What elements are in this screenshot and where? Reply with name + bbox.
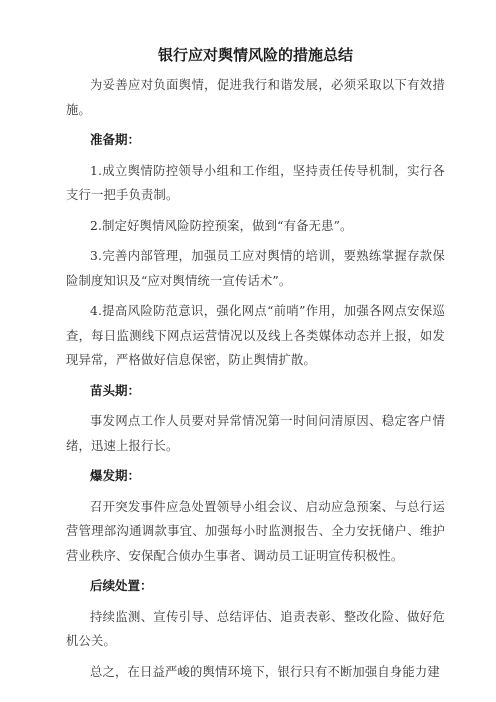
body-paragraph: 1.成立舆情防控领导小组和工作组，坚持责任传导机制，实行各支行一把手负责制。 (66, 163, 445, 202)
section-outbreak (66, 464, 445, 568)
section-early-signs (66, 379, 445, 459)
body-paragraph: 总之，在日益严峻的舆情环境下，银行只有不断加强自身能力建 (90, 664, 440, 679)
body-paragraph: 事发网点工作人员要对异常情况第一时间问清原因、稳定客户情绪，迅速上报行长。 (66, 414, 445, 453)
body-paragraph: 持续监测、宣传引导、总结评估、追责表彰、整改化险、做好危机公关。 (66, 609, 445, 648)
document-title: 银行应对舆情风险的措施总结 (157, 46, 353, 64)
body-paragraph: 3.完善内部管理，加强员工应对舆情的培训，要熟练掌握存款保险制度知识及“应对舆情统一宣传话术”。 (66, 249, 445, 288)
section-heading: 苗头期： (90, 382, 141, 398)
section-preparation (66, 128, 445, 373)
body-paragraph: 4.提高风险防范意识，强化网点“前哨”作用，加强各网点安保巡查，每日监测线下网点运营情况以及线上各类媒体动态并上报，如发现异常，严格做好信息保密，防止舆情扩散。 (66, 304, 445, 367)
body-paragraph: 召开突发事件应急处置领导小组会议、启动应急预案、与总行运营管理部沟通调款事宜、加强每小时监测报告、全力安抚储户、维护营业秩序、安保配合侦办生事者、调动员工证明宣传积极性。 (66, 499, 445, 563)
section-follow-up (66, 574, 445, 684)
section-heading: 准备期： (90, 132, 141, 147)
body-paragraph: 2.制定好舆情风险防控预案，做到“有备无患”。 (90, 218, 353, 233)
section-heading: 爆发期： (90, 468, 141, 483)
section-heading: 后续处置： (90, 578, 153, 593)
intro-paragraph: 为妥善应对负面舆情，促进我行和谐发展，必须采取以下有效措施。 (66, 78, 445, 117)
